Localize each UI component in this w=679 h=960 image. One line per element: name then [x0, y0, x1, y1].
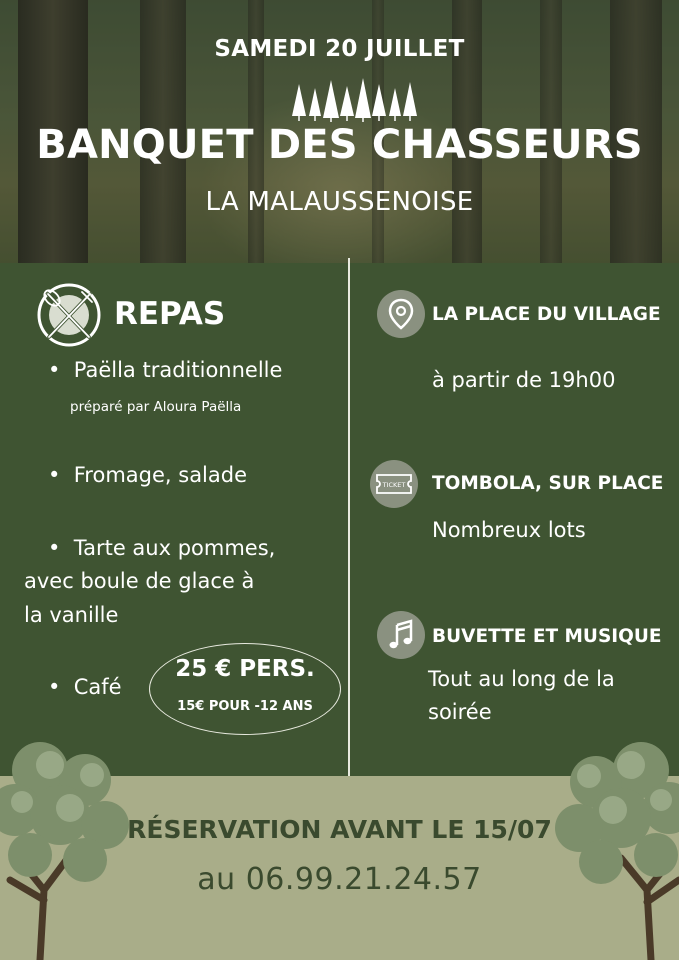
menu-item: • Fromage, salade	[48, 463, 248, 487]
event-date: SAMEDI 20 JUILLET	[214, 36, 465, 62]
info-text-location: à partir de 19h00	[432, 368, 616, 392]
menu-item-label: Paëlla traditionnelle	[73, 358, 283, 382]
menu-item-label-continued: la vanille	[24, 603, 119, 627]
info-heading-buvette: BUVETTE ET MUSIQUE	[432, 626, 662, 647]
menu-title: REPAS	[114, 296, 226, 332]
price-child: 15€ POUR -12 ANS	[177, 699, 313, 714]
plate-cutlery-icon	[34, 280, 104, 350]
menu-item: • Tarte aux pommes,	[48, 536, 276, 560]
location-pin-icon	[377, 290, 425, 338]
info-heading-location: LA PLACE DU VILLAGE	[432, 304, 661, 325]
menu-item: • Paëlla traditionnelle	[48, 358, 283, 382]
menu-item-label-continued: avec boule de glace à	[24, 569, 255, 593]
tree-illustration-left	[0, 740, 150, 960]
reservation-deadline: RÉSERVATION AVANT LE 15/07	[127, 815, 552, 844]
ticket-icon	[370, 460, 418, 508]
music-note-icon	[377, 611, 425, 659]
info-heading-tombola: TOMBOLA, SUR PLACE	[432, 473, 664, 494]
event-title: BANQUET DES CHASSEURS	[36, 122, 643, 168]
reservation-phone[interactable]: au 06.99.21.24.57	[197, 862, 482, 897]
forest-header	[0, 0, 679, 263]
info-text-buvette: Tout au long de la	[428, 667, 615, 691]
svg-text:TICKET: TICKET	[382, 481, 406, 489]
menu-item-label: Café	[73, 675, 122, 699]
menu-item-note: préparé par Aloura Paëlla	[70, 399, 242, 415]
info-text-tombola: Nombreux lots	[432, 518, 586, 542]
column-divider	[348, 258, 350, 776]
menu-item: • Café	[48, 675, 122, 699]
price-adult: 25 € PERS.	[175, 656, 315, 682]
info-text-buvette: soirée	[428, 700, 492, 724]
pine-trees-icon	[289, 78, 419, 122]
menu-item-label: Tarte aux pommes,	[73, 536, 276, 560]
event-organizer: LA MALAUSSENOISE	[205, 187, 474, 217]
tree-illustration-right	[551, 740, 679, 960]
menu-item-label: Fromage, salade	[73, 463, 248, 487]
